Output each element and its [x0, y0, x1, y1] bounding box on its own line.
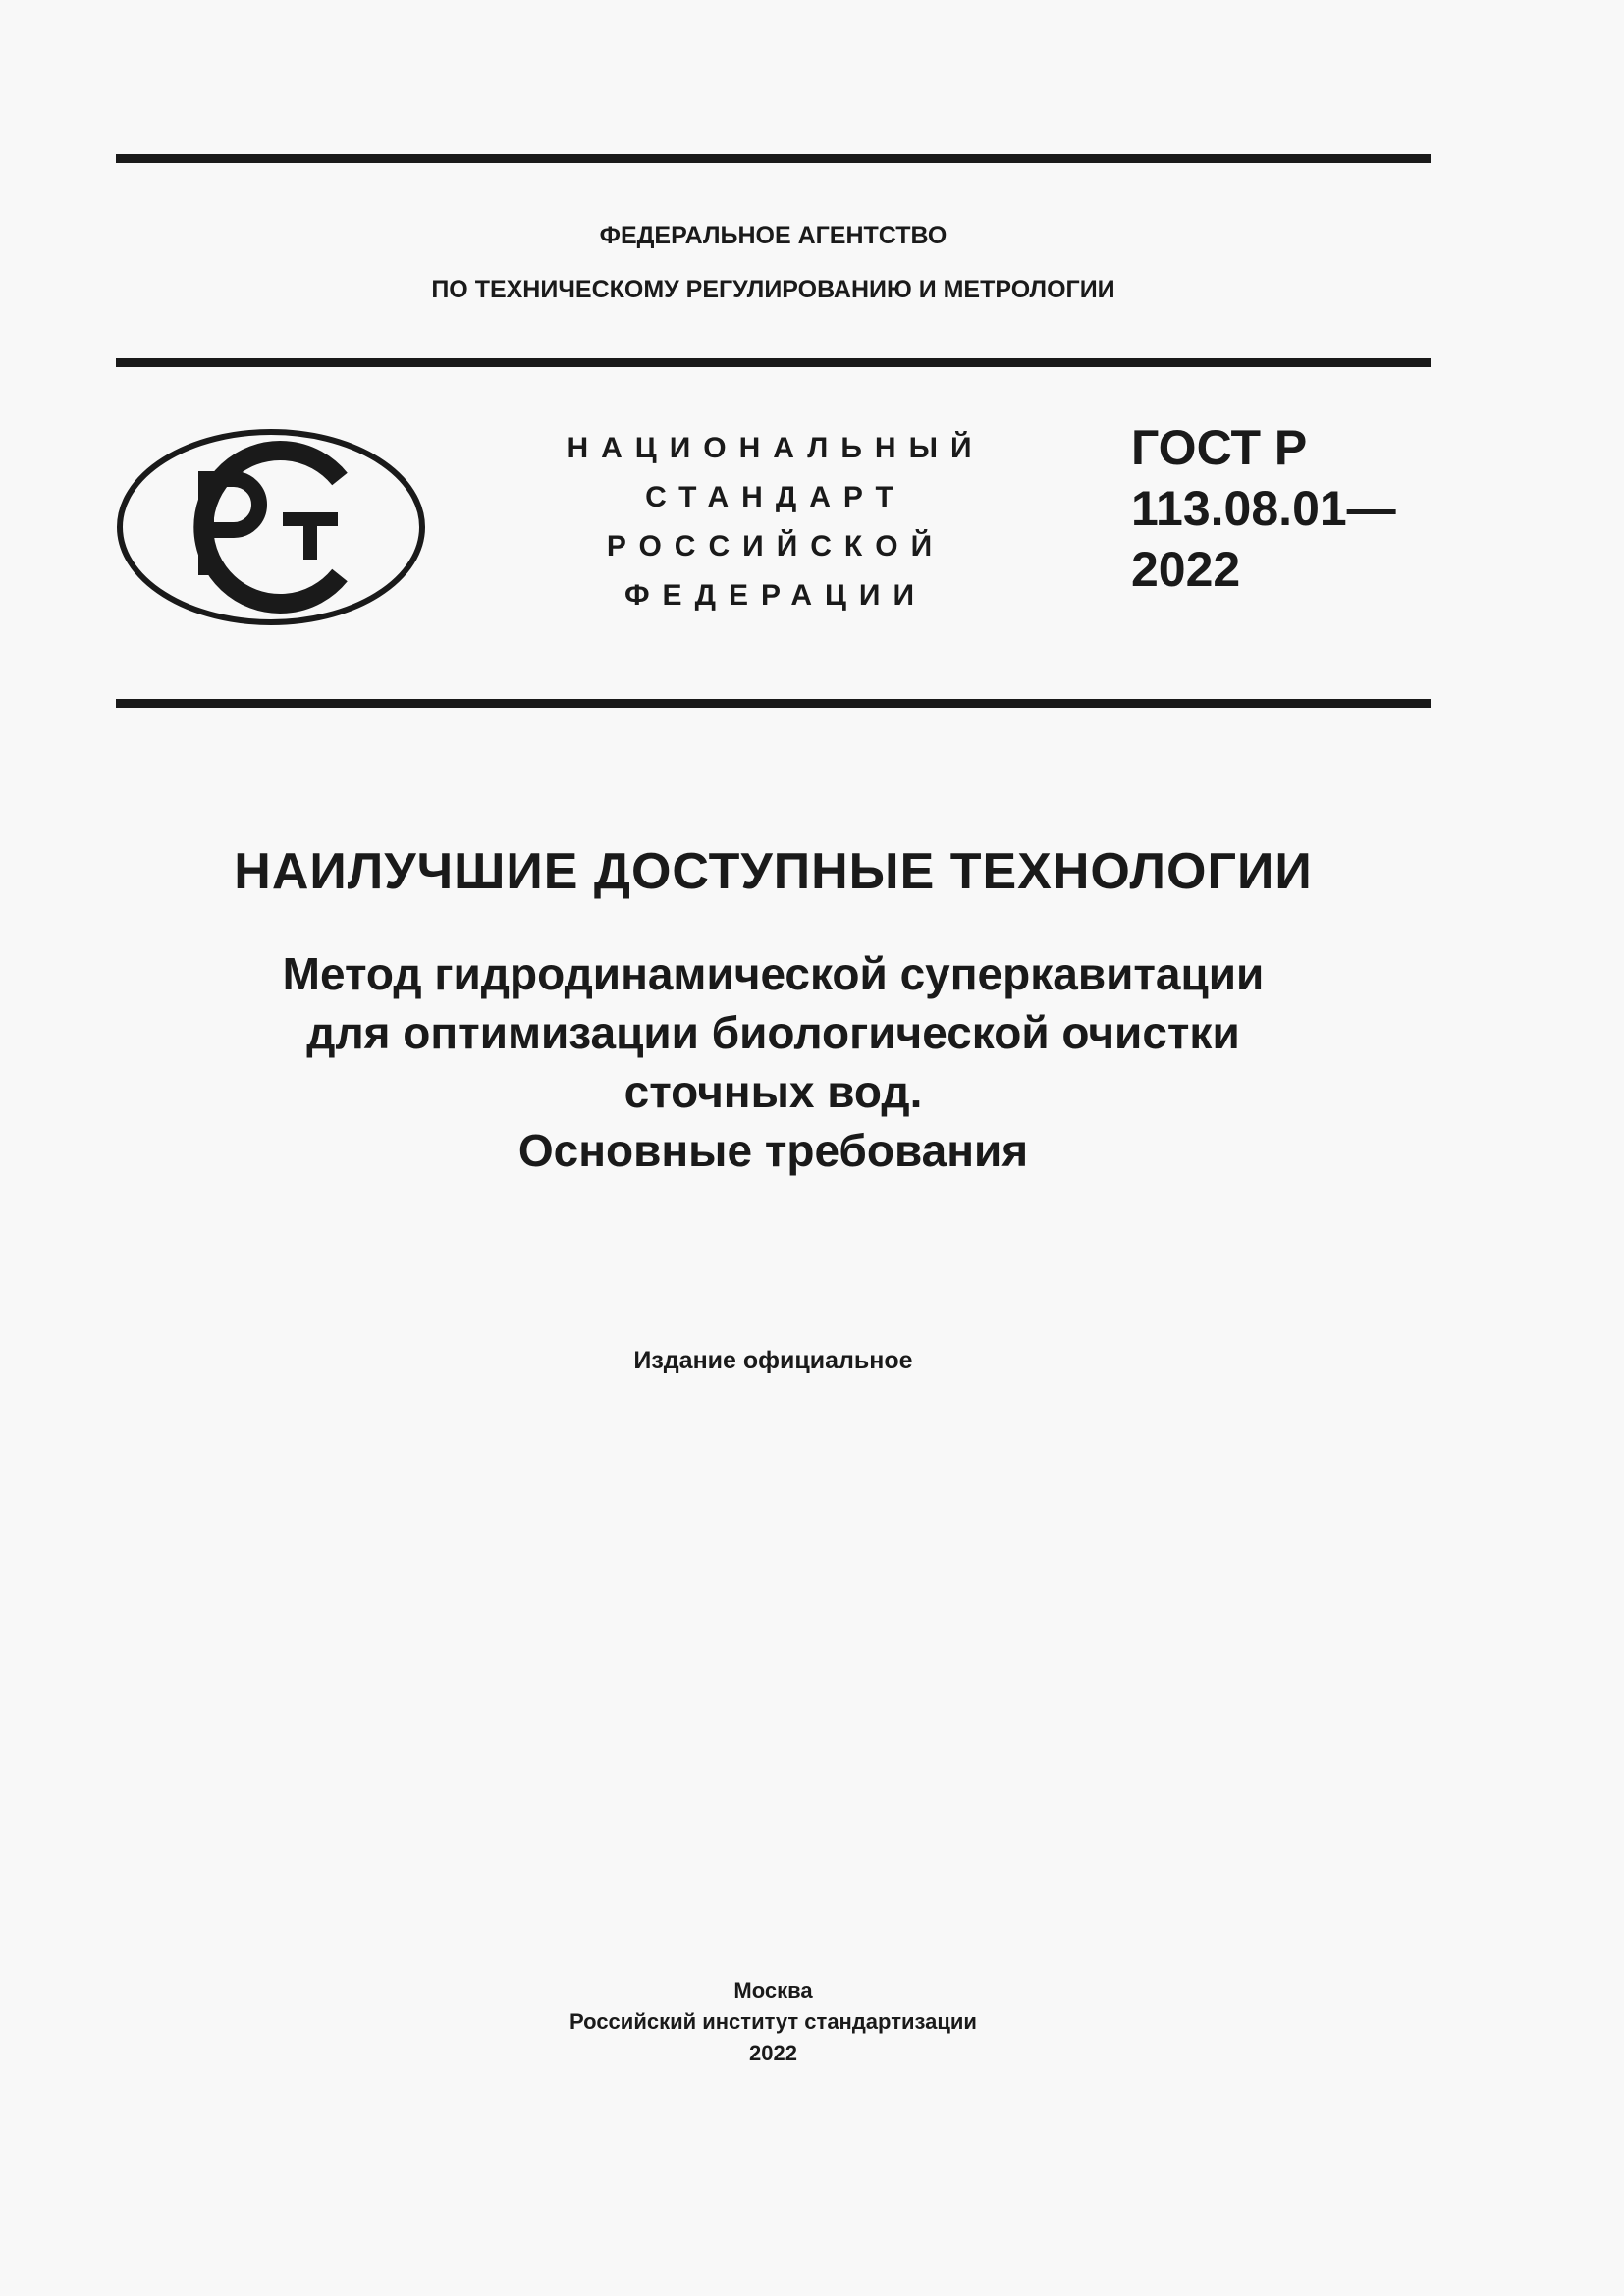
imprint-city: Москва [733, 1978, 813, 2002]
subtitle-line-1: Метод гидродинамической суперкавитации [282, 948, 1265, 999]
standard-type-line-1: НАЦИОНАЛЬНЫЙ [567, 432, 985, 464]
standard-designation [1131, 417, 1396, 600]
standard-type-line-3: РОССИЙСКОЙ [606, 530, 946, 562]
edition-label: Издание официальное [633, 1347, 913, 1374]
imprint-publisher: Российский институт стандартизации [569, 2009, 977, 2034]
subtitle-line-4: Основные требования [517, 1125, 1029, 1176]
imprint [116, 1975, 1431, 2069]
agency-line-2: ПО ТЕХНИЧЕСКОМУ РЕГУЛИРОВАНИЮ И МЕТРОЛОГИИ [431, 276, 1115, 303]
standard-type-line-2: СТАНДАРТ [645, 481, 906, 513]
designation-line-2: 113.08.01— [1131, 481, 1396, 536]
document-main-title: НАИЛУЧШИЕ ДОСТУПНЫЕ ТЕХНОЛОГИИ [234, 843, 1313, 900]
subtitle-line-2: для оптимизации биологической очистки [306, 1007, 1240, 1058]
subtitle-line-3: сточных вод. [623, 1066, 923, 1117]
title-block-rule [116, 699, 1431, 708]
standard-type-line-4: ФЕДЕРАЦИИ [623, 579, 928, 612]
rst-certification-mark-icon [116, 428, 426, 626]
designation-line-1: ГОСТ Р [1131, 420, 1308, 475]
national-standard-label [550, 424, 1001, 620]
header-rule [116, 358, 1431, 367]
designation-line-3: 2022 [1131, 542, 1241, 597]
imprint-year: 2022 [749, 2041, 797, 2065]
top-rule [116, 154, 1431, 163]
agency-line-1: ФЕДЕРАЛЬНОЕ АГЕНТСТВО [599, 222, 947, 249]
